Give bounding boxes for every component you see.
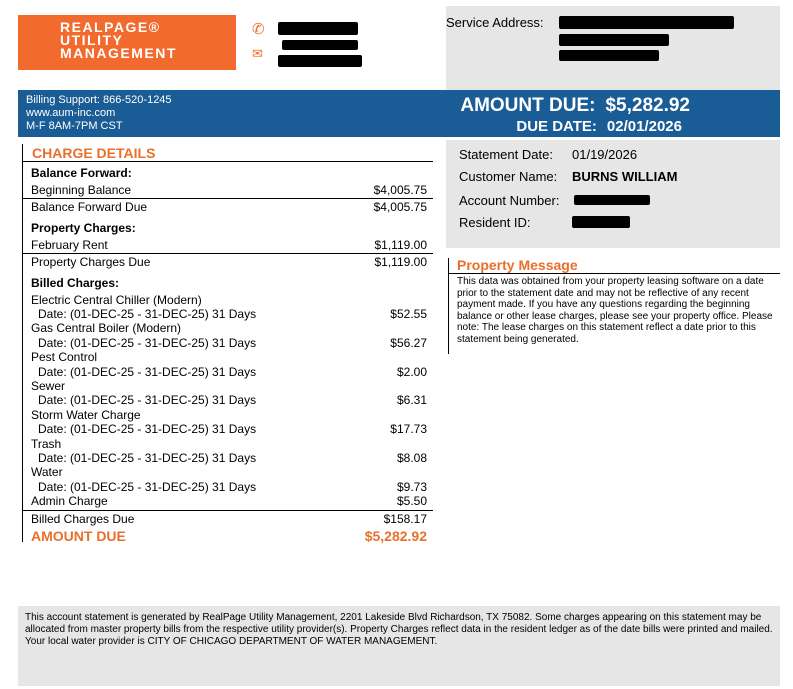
admin-charge-row — [31, 494, 431, 508]
account-number-row — [459, 193, 559, 208]
billed-item-date-row — [31, 336, 431, 350]
property-charges-due-row — [31, 255, 431, 269]
property-charges-header: Property Charges: — [31, 221, 136, 235]
customer-name-value: BURNS WILLIAM — [572, 169, 678, 184]
billed-item-date: Date: (01-DEC-25 - 31-DEC-25) 31 Days — [38, 336, 257, 350]
logo-line-2: UTILITY — [60, 32, 124, 48]
rent-row — [31, 238, 431, 252]
billed-item-name: Gas Central Boiler (Modern) — [31, 321, 182, 335]
billed-item-date: Date: (01-DEC-25 - 31-DEC-25) 31 Days — [38, 365, 257, 379]
customer-name-row — [459, 169, 678, 184]
beginning-balance-label: Beginning Balance — [31, 183, 132, 197]
amount-due-total-label: AMOUNT DUE — [31, 528, 126, 544]
logo-line-3: MANAGEMENT — [60, 45, 177, 61]
footer-text: This account statement is generated by RealPage Utility Management, 2201 Lakeside Blvd Richardson, TX 75082. Some charges appearing on this statement may be allocated from master property bills from the respective utility provider(s). Property Charges reflect data in the resident ledger as of the date bills were printed and mailed. Your local water provider is CITY OF CHICAGO DEPARTMENT OF WATER MANAGEMENT. — [25, 612, 773, 647]
envelope-icon: ✉ — [252, 46, 263, 61]
beginning-balance-row — [31, 183, 431, 197]
redacted-service-address-1 — [559, 16, 734, 29]
billed-item-date-row — [31, 480, 431, 494]
amount-column-divider — [370, 161, 433, 162]
billed-item-date: Date: (01-DEC-25 - 31-DEC-25) 31 Days — [38, 451, 257, 465]
property-charges-due-amount: $1,119.00 — [374, 255, 427, 269]
realpage-logo — [18, 15, 236, 70]
rent-amount: $1,119.00 — [374, 238, 427, 252]
amount-due-label: AMOUNT DUE: — [460, 95, 596, 116]
billed-item-name: Sewer — [31, 379, 66, 393]
billing-website: www.aum-inc.com — [26, 107, 116, 119]
balance-forward-due-row — [31, 200, 431, 214]
service-address-panel — [446, 6, 780, 90]
billed-charges-due-amount: $158.17 — [383, 512, 427, 526]
billing-header-bar — [18, 90, 780, 137]
billed-item-name: Water — [31, 465, 63, 479]
billed-item-amount: $8.08 — [396, 451, 427, 465]
billed-item-date-row — [31, 451, 431, 465]
charge-details-border — [22, 144, 23, 542]
statement-date-value: 01/19/2026 — [572, 147, 638, 162]
statement-info-panel — [446, 140, 780, 248]
property-message-title: Property Message — [457, 257, 578, 273]
billed-item-name: Trash — [31, 437, 62, 451]
billed-item-name: Pest Control — [31, 350, 98, 364]
balance-forward-due-amount: $4,005.75 — [373, 200, 427, 214]
billed-item-amount: $52.55 — [390, 307, 427, 321]
billed-item-amount: $17.73 — [390, 422, 427, 436]
property-message-text: This data was obtained from your property leasing software on a date prior to the statement date and may not be reflective of any recent payment made. If you have any questions regarding the beginning balance or other lease charges, please see your property office. Please note: The lease charges on this statement reflect a date prior to this statement being generated. — [457, 276, 773, 345]
billed-item-name: Electric Central Chiller (Modern) — [31, 293, 202, 307]
statement-footer — [18, 606, 780, 686]
redacted-service-address-2 — [559, 34, 669, 46]
admin-charge-label: Admin Charge — [31, 494, 108, 508]
property-charges-due-label: Property Charges Due — [31, 255, 151, 269]
service-address-label: Service Address: — [446, 15, 544, 30]
redacted-phone — [278, 22, 358, 35]
divider — [22, 510, 433, 511]
billed-item-date-row — [31, 307, 431, 321]
billed-item-date-row — [31, 422, 431, 436]
billed-item-amount: $2.00 — [396, 365, 427, 379]
billed-charges-header: Billed Charges: — [31, 276, 120, 290]
divider — [22, 253, 433, 254]
billed-charges-due-row — [31, 512, 431, 526]
billed-item-name: Storm Water Charge — [31, 408, 141, 422]
billed-item-amount: $56.27 — [390, 336, 427, 350]
admin-charge-amount: $5.50 — [396, 494, 427, 508]
balance-forward-due-label: Balance Forward Due — [31, 200, 148, 214]
due-date-header — [516, 118, 682, 135]
billing-support-phone: Billing Support: 866-520-1245 — [26, 94, 172, 106]
billed-item-date-row — [31, 393, 431, 407]
balance-forward-header: Balance Forward: — [31, 166, 132, 180]
billed-item-amount: $6.31 — [396, 393, 427, 407]
amount-due-header — [460, 95, 690, 117]
customer-name-label: Customer Name: — [459, 169, 558, 184]
due-date-value: 02/01/2026 — [606, 118, 682, 135]
logo-line-1: REALPAGE® — [60, 19, 161, 35]
resident-id-label: Resident ID: — [459, 215, 531, 230]
beginning-balance-amount: $4,005.75 — [373, 183, 427, 197]
due-date-label: DUE DATE: — [516, 118, 597, 135]
billing-support-block — [26, 94, 172, 133]
redacted-service-address-3 — [559, 50, 659, 61]
amount-due-total-value: $5,282.92 — [364, 528, 427, 544]
charge-details-title: CHARGE DETAILS — [32, 145, 156, 161]
billed-item-date-row — [31, 365, 431, 379]
billing-hours: M-F 8AM-7PM CST — [26, 120, 123, 132]
divider — [22, 198, 433, 199]
resident-id-row — [459, 215, 531, 230]
amount-due-value: $5,282.92 — [605, 95, 690, 116]
billed-item-date: Date: (01-DEC-25 - 31-DEC-25) 31 Days — [38, 307, 257, 321]
amount-due-total-row — [31, 528, 431, 544]
billed-charges-due-label: Billed Charges Due — [31, 512, 135, 526]
statement-date-label: Statement Date: — [459, 147, 553, 162]
redacted-email — [278, 55, 362, 67]
redacted-contact-line — [282, 40, 358, 50]
redacted-account-number — [574, 195, 650, 205]
redacted-resident-id — [572, 216, 630, 228]
billed-item-date: Date: (01-DEC-25 - 31-DEC-25) 31 Days — [38, 480, 257, 494]
statement-date-row — [459, 147, 638, 162]
billed-item-date: Date: (01-DEC-25 - 31-DEC-25) 31 Days — [38, 422, 257, 436]
billed-item-date: Date: (01-DEC-25 - 31-DEC-25) 31 Days — [38, 393, 257, 407]
property-message-divider — [448, 273, 780, 274]
phone-icon: ✆ — [252, 21, 265, 38]
billed-item-amount: $9.73 — [396, 480, 427, 494]
account-number-label: Account Number: — [459, 193, 560, 208]
rent-label: February Rent — [31, 238, 108, 252]
